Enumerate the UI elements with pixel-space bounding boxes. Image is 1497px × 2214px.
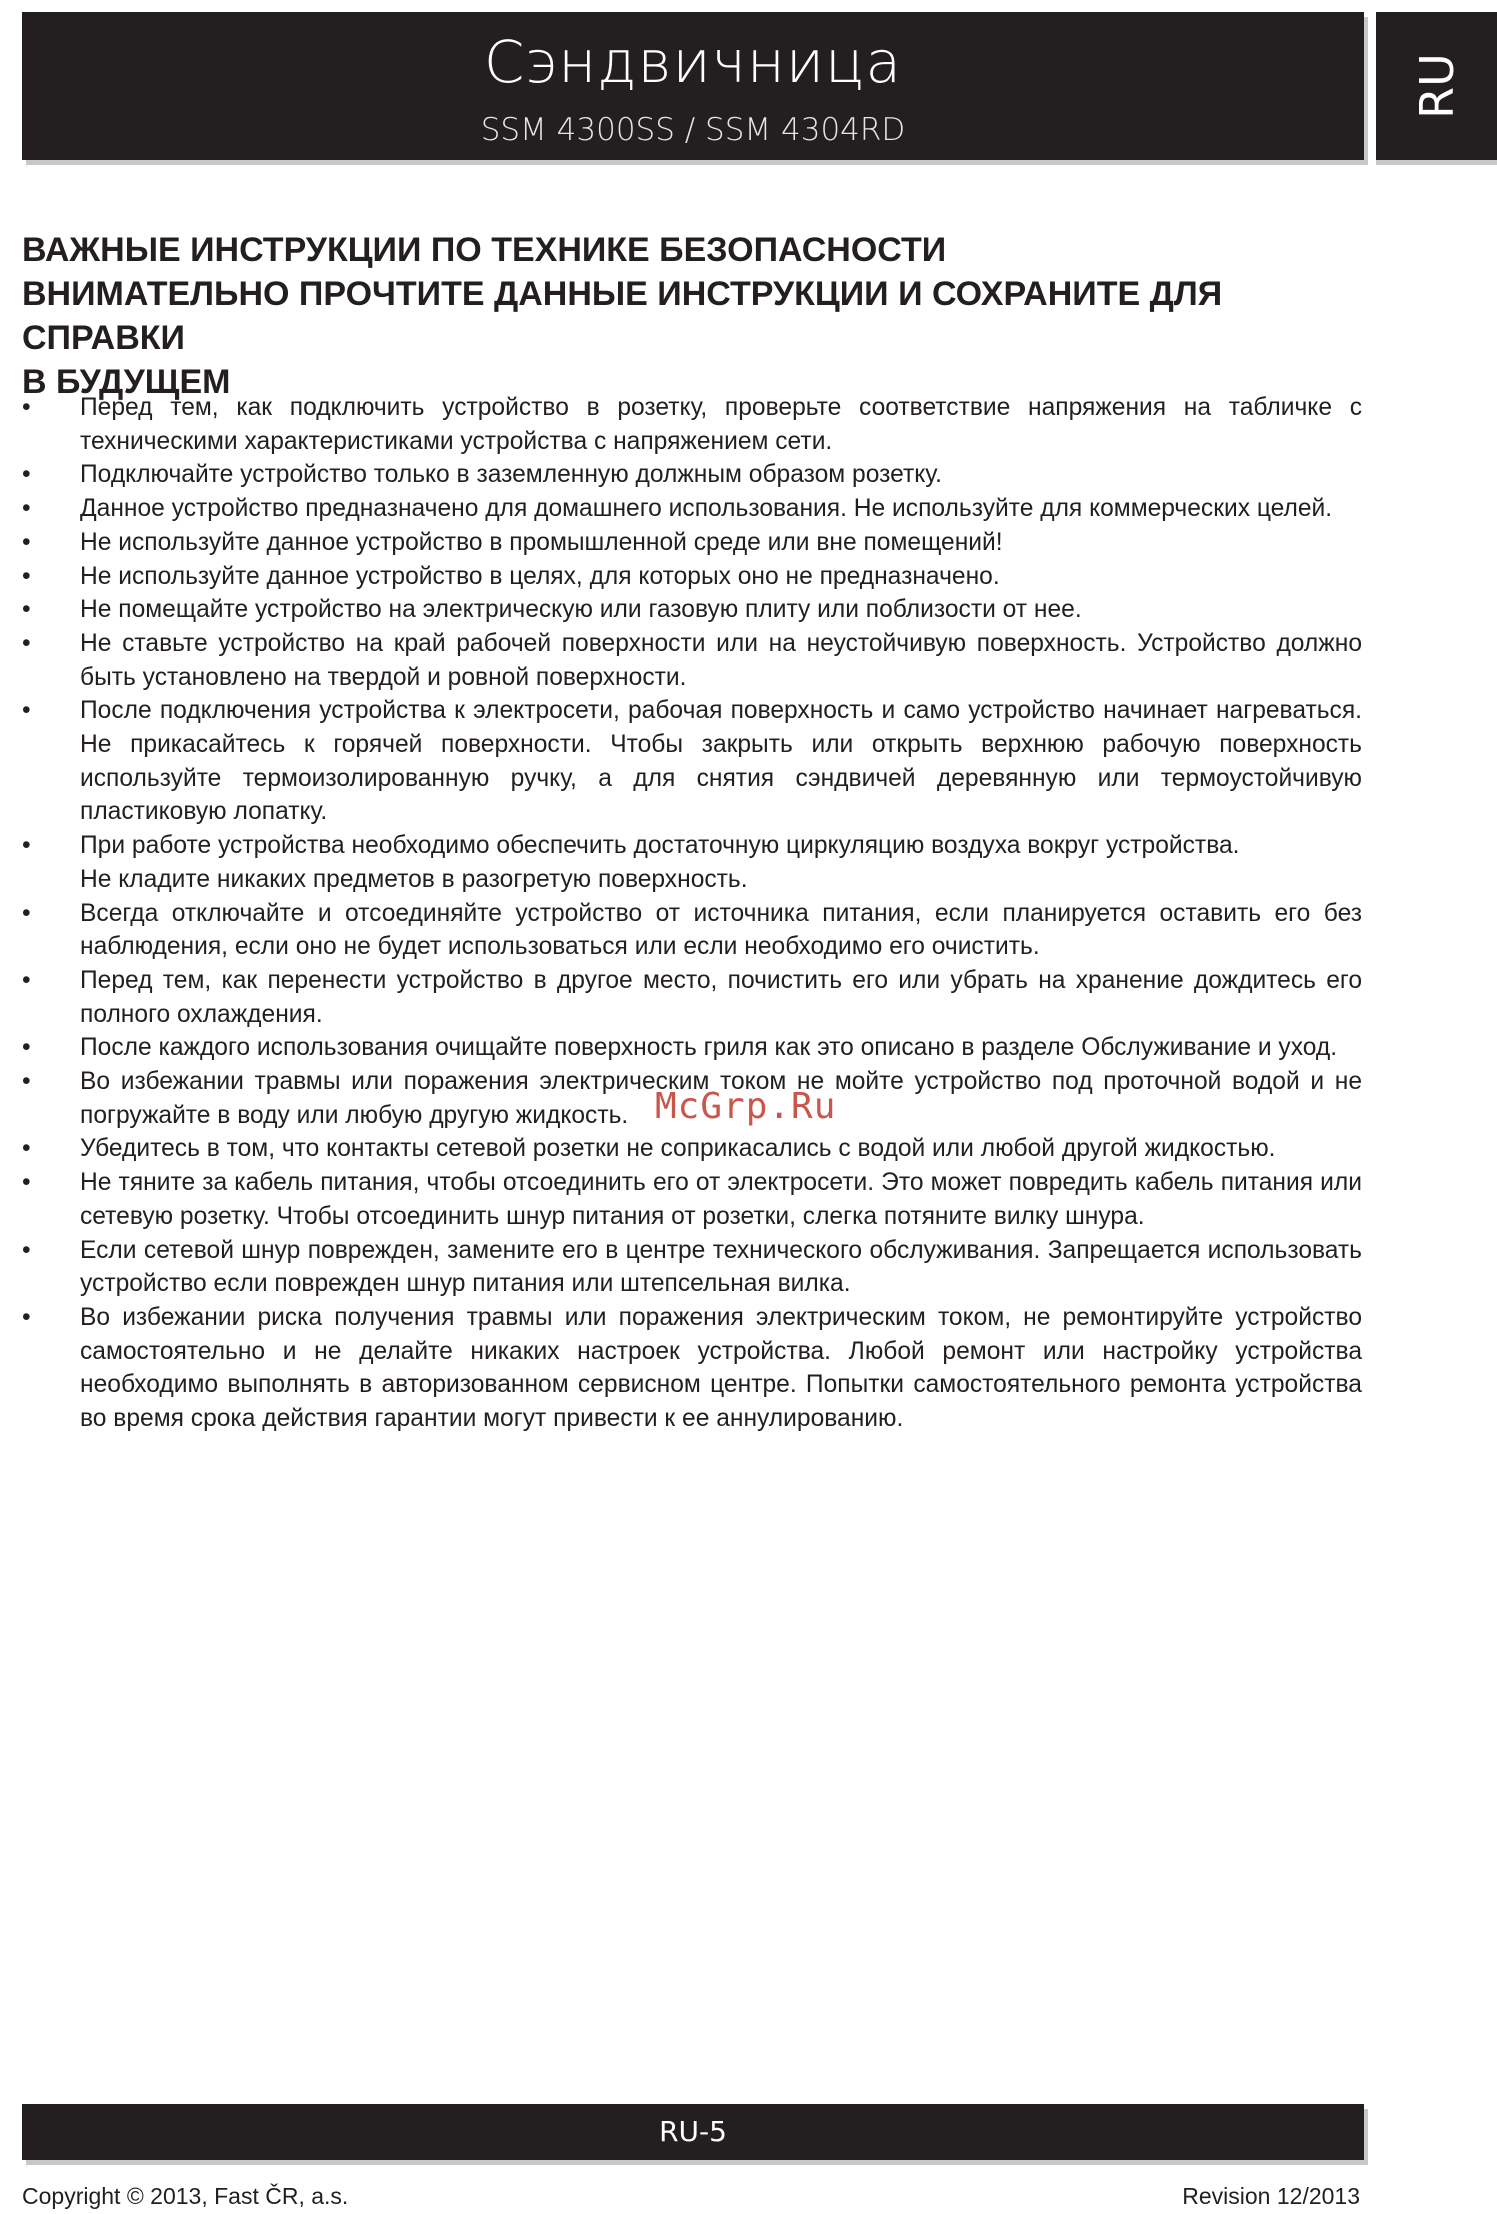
- list-item-continuation: Не кладите никаких предметов в разогретую поверхность.: [80, 865, 748, 893]
- list-item: • Всегда отключайте и отсоединяйте устройство от источника питания, если планируется оставить его без наблюдения, если оно не будет использоваться или если необходимо его очистить.: [22, 897, 1362, 964]
- footer-bar: [22, 2104, 1364, 2160]
- list-item: • Не используйте данное устройство в промышленной среде или вне помещений!: [22, 526, 1362, 560]
- list-item: • Перед тем, как подключить устройство в розетку, проверьте соответствие напряжения на табличке с техническими характеристиками устройства с напряжением сети.: [22, 391, 1362, 458]
- list-item: • Подключайте устройство только в заземленную должным образом розетку.: [22, 458, 1362, 492]
- list-item: • Не помещайте устройство на электрическую или газовую плиту или поблизости от нее.: [22, 593, 1362, 627]
- heading-line-1: ВАЖНЫЕ ИНСТРУКЦИИ ПО ТЕХНИКЕ БЕЗОПАСНОСТИ: [22, 231, 947, 269]
- heading-line-2: ВНИМАТЕЛЬНО ПРОЧТИТЕ ДАННЫЕ ИНСТРУКЦИИ И СОХРАНИТЕ ДЛЯ СПРАВКИ: [22, 275, 1223, 357]
- header-bar: [22, 12, 1364, 160]
- list-item: • После подключения устройства к электросети, рабочая поверхность и само устройство начинает нагреваться. Не прикасайтесь к горячей поверхности. Чтобы закрыть или открыть верхнюю рабочую поверхность используйте термоизолированную ручку, а для снятия сэндвичей деревянную или термоустойчивую пластиковую лопатку.: [22, 694, 1362, 829]
- list-item: • После каждого использования очищайте поверхность гриля как это описано в разделе Обслуживание и уход.: [22, 1031, 1362, 1065]
- watermark: McGrp.Ru: [655, 1086, 837, 1127]
- list-item: • Данное устройство предназначено для домашнего использования. Не используйте для коммерческих целей.: [22, 492, 1362, 526]
- heading-line-3: В БУДУЩЕМ: [22, 363, 231, 401]
- list-item: • Во избежании травмы или поражения электрическим током не мойте устройство под проточной водой и не погружайте в воду или любую другую жидкость.: [22, 1065, 1362, 1132]
- list-item: • При работе устройства необходимо обеспечить достаточную циркуляцию воздуха вокруг устройства.: [22, 829, 1362, 863]
- list-item: • Не ставьте устройство на край рабочей поверхности или на неустойчивую поверхность. Устройство должно быть установлено на твердой и ровной поверхности.: [22, 627, 1362, 694]
- safety-list: [22, 391, 1362, 1436]
- page-title: Сэндвичница: [483, 28, 903, 96]
- page-number: RU-5: [659, 2115, 727, 2148]
- list-item: • Не используйте данное устройство в целях, для которых оно не предназначено.: [22, 560, 1362, 594]
- list-item: • Во избежании риска получения травмы или поражения электрическим током, не ремонтируйте устройство самостоятельно и не делайте никаких настроек устройства. Любой ремонт или настройку устройства необходимо выполнять в авторизованном сервисном центре. Попытки самостоятельного ремонта устройства во время срока действия гарантии могут привести к ее аннулированию.: [22, 1301, 1362, 1436]
- language-tab: [1376, 12, 1497, 160]
- list-item: • Перед тем, как перенести устройство в другое место, почистить его или убрать на хранение дождитесь его полного охлаждения.: [22, 964, 1362, 1031]
- list-item: • Убедитесь в том, что контакты сетевой розетки не соприкасались с водой или любой другой жидкостью.: [22, 1132, 1362, 1166]
- list-item: • Не тяните за кабель питания, чтобы отсоединить его от электросети. Это может повредить кабель питания или сетевую розетку. Чтобы отсоединить шнур питания от розетки, слегка потяните вилку шнура.: [22, 1166, 1362, 1233]
- revision: Revision 12/2013: [1182, 2183, 1360, 2209]
- safety-heading: [22, 228, 1362, 404]
- list-item: • Если сетевой шнур поврежден, замените его в центре технического обслуживания. Запрещается использовать устройство если поврежден шнур питания или штепсельная вилка.: [22, 1234, 1362, 1301]
- copyright: Copyright © 2013, Fast ČR, a.s.: [22, 2183, 349, 2209]
- language-label: RU: [1409, 53, 1464, 119]
- model-subtitle: SSM 4300SS / SSM 4304RD: [480, 112, 906, 148]
